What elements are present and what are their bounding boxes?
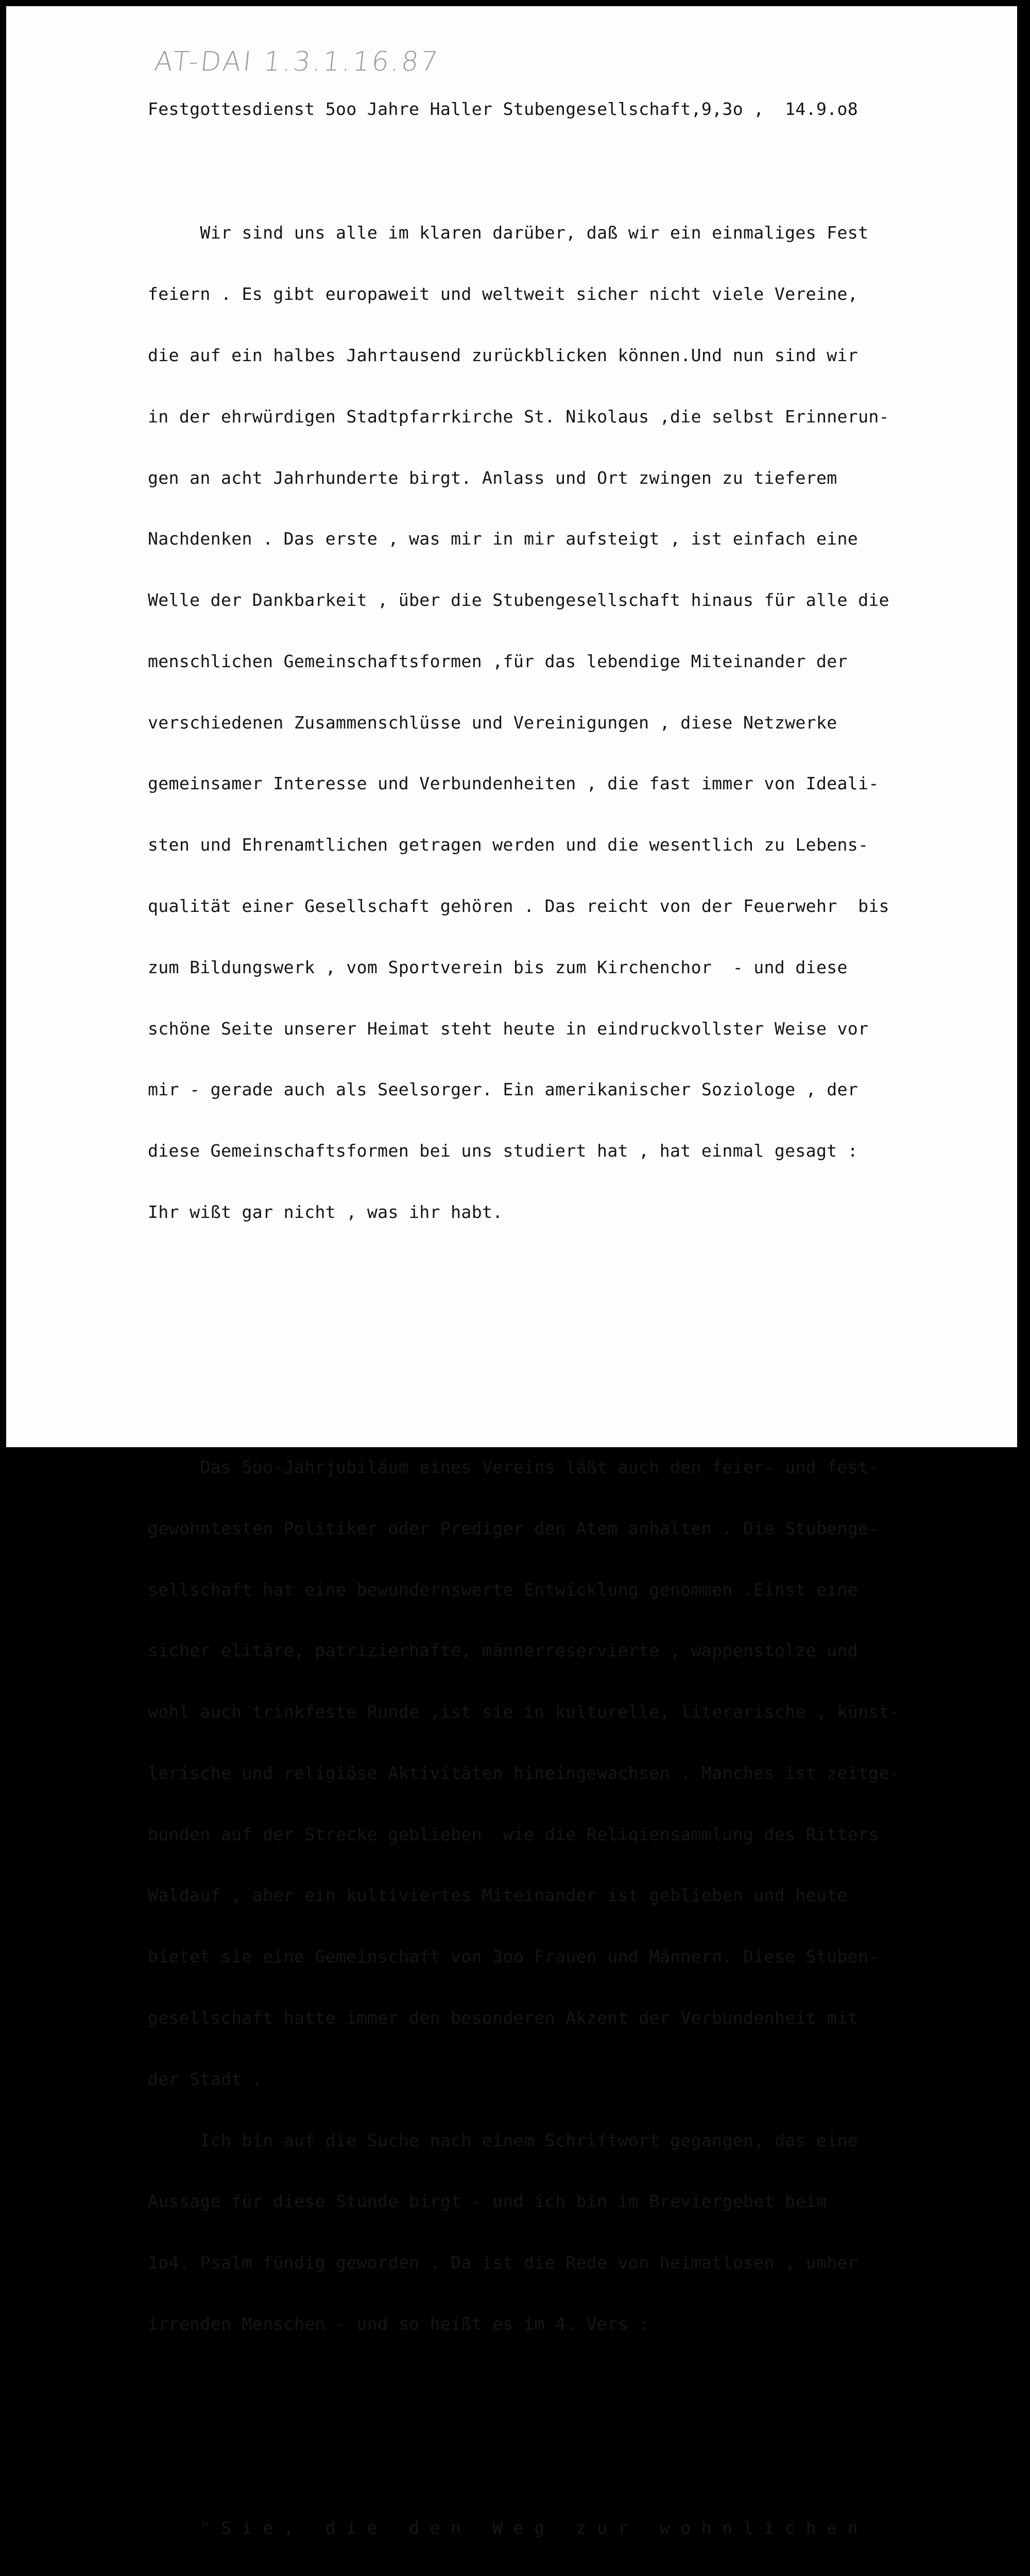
text-line: irrenden Menschen - und so heißt es im 4. Vers :: [148, 2313, 649, 2334]
text-line: mir - gerade auch als Seelsorger. Ein amerikanischer Soziologe , der: [148, 1079, 859, 1100]
text-line: die auf ein halbes Jahrtausend zurückblicken können.Und nun sind wir: [148, 345, 859, 365]
text-line: feiern . Es gibt europaweit und weltweit sicher nicht viele Vereine,: [148, 284, 859, 304]
text-line: 1o4. Psalm fündig geworden . Da ist die Rede von heimatlosen , umher: [148, 2252, 859, 2273]
text-line: in der ehrwürdigen Stadtpfarrkirche St. Nikolaus ,die selbst Erinnerun-: [148, 406, 889, 427]
paragraph-gap: [148, 1304, 900, 1325]
paragraph-1: [148, 182, 900, 1263]
document-heading: Festgottesdienst 5oo Jahre Haller Stubengesellschaft,9,3o , 14.9.o8: [148, 99, 859, 119]
text-line: der Stadt .: [148, 2069, 263, 2089]
text-line: schöne Seite unserer Heimat steht heute in eindruckvollster Weise vor: [148, 1018, 869, 1039]
psalm-quote: [148, 2477, 900, 2576]
text-line: sten und Ehrenamtlichen getragen werden und die wesentlich zu Lebens-: [148, 835, 869, 855]
quote-line: " S i e , d i e d e n W e g z u r w o h n l i c h e n: [148, 2517, 859, 2538]
text-line: Das 5oo-Jahrjubiläum eines Vereins läßt auch den feier- und fest-: [148, 1457, 879, 1477]
text-line: bunden auf der Strecke geblieben wie die Reliqiensammlung des Ritters: [148, 1824, 879, 1844]
archive-reference-handwritten: AT-DAI 1.3.1.16.87: [152, 46, 441, 77]
text-line: sellschaft hat eine bewundernswerte Entwicklung genommen .Einst eine: [148, 1579, 859, 1600]
text-line: gemeinsamer Interesse und Verbundenheiten , die fast immer von Ideali-: [148, 773, 879, 794]
paragraph-2: [148, 1416, 900, 2375]
text-line: sicher elitäre, patrizierhafte, männerreservierte , wappenstolze und: [148, 1640, 859, 1661]
text-line: Ihr wißt gar nicht , was ihr habt.: [148, 1201, 503, 1222]
text-line: gesellschaft hatte immer den besonderen Akzent der Verbundenheit mit: [148, 2008, 859, 2028]
text-line: Welle der Dankbarkeit , über die Stubengesellschaft hinaus für alle die: [148, 590, 889, 611]
text-line: gewohntesten Politiker oder Prediger den Atem anhalten . Die Stubenge-: [148, 1518, 879, 1538]
text-line: verschiedenen Zusammenschlüsse und Vereinigungen , diese Netzwerke: [148, 712, 837, 733]
text-line: lerische und religiöse Aktivitäten hineingewachsen . Manches ist zeitge-: [148, 1762, 900, 1783]
text-line: Nachdenken . Das erste , was mir in mir aufsteigt , ist einfach eine: [148, 529, 859, 549]
text-line: Waldauf , aber ein kultiviertes Miteinander ist geblieben und heute: [148, 1885, 848, 1906]
text-line: bietet sie eine Gemeinschaft von 3oo Frauen und Männern. Diese Stuben-: [148, 1946, 879, 1967]
paragraph-gap: [148, 2416, 900, 2436]
text-line: Ich bin auf die Suche nach einem Schriftwort gegangen, das eine: [148, 2130, 859, 2150]
text-line: menschlichen Gemeinschaftsformen ,für das lebendige Miteinander der: [148, 651, 848, 671]
text-line: wohl auch trinkfeste Runde ,ist sie in kulturelle, literarische , künst-: [148, 1702, 900, 1722]
text-line: Wir sind uns alle im klaren darüber, daß wir ein einmaliges Fest: [148, 223, 869, 243]
document-body: [148, 141, 900, 2576]
text-line: diese Gemeinschaftsformen bei uns studiert hat , hat einmal gesagt :: [148, 1141, 859, 1161]
text-line: Aussage für diese Stunde birgt - und ich bin im Breviergebet beim: [148, 2191, 827, 2212]
text-line: zum Bildungswerk , vom Sportverein bis zum Kirchenchor - und diese: [148, 957, 848, 977]
text-line: qualität einer Gesellschaft gehören . Das reicht von der Feuerwehr bis: [148, 895, 889, 916]
text-line: gen an acht Jahrhunderte birgt. Anlass und Ort zwingen zu tieferem: [148, 467, 837, 488]
document-page: [6, 6, 1017, 2538]
paragraph-gap: [148, 1365, 900, 1376]
